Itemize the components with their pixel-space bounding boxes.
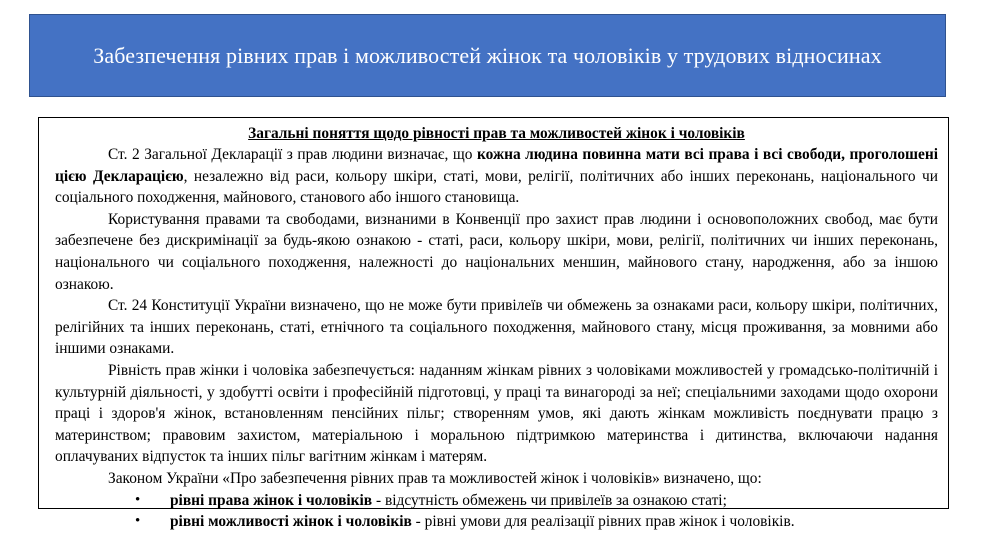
- paragraph-equality: Рівність прав жінки і чоловіка забезпечується: наданням жінкам рівних з чоловіками можливостей у громадсько-політичній і культурній діяльності, у здобутті освіти і професійній підготовці, у праці та винагороді за неї; спеціальними заходами щодо охорони праці і здоров'я жінок, встановленням пенсійних пільг; створенням умов, які дають жінкам можливість поєднувати працю з материнством; правовим захистом, матеріальною і моральною підтримкою материнства і дитинства, включаючи надання оплачуваних відпусток та інших пільг вагітним жінкам і матерям.: [55, 361, 938, 466]
- paragraph-declaration-text-c: , незалежно від раси, кольору шкіри, статі, мови, релігії, політичних або інших переконань, національного чи соціального походження, майнового, станового або іншого становища.: [55, 167, 938, 207]
- definition-term: рівні можливості жінок і чоловіків: [170, 513, 412, 531]
- paragraph-convention: Користування правами та свободами, визнаними в Конвенції про захист прав людини і основоположних свобод, має бути забезпечене без дискримінації за будь-якою ознакою - статі, раси, кольору шкіри, мови, релігії, політичних чи інших переконань, національного чи соціального походження, належності до національних меншин, майнового стану, народження, або за іншою ознакою.: [55, 210, 938, 293]
- definition-text: - відсутність обмежень чи привілеїв за ознакою статі;: [372, 491, 727, 509]
- list-item: [55, 511, 938, 533]
- paragraph-declaration-text-a: Ст. 2 Загальної Декларації з прав людини визначає, що: [108, 146, 477, 163]
- document-box: [38, 117, 949, 531]
- document-heading: Загальні поняття щодо рівності прав та можливостей жінок і чоловіків: [248, 125, 745, 142]
- paragraph-declaration: [55, 144, 938, 209]
- bullet-icon: •: [135, 491, 141, 508]
- bullet-icon: •: [135, 513, 141, 530]
- paragraph-law: Законом України «Про забезпечення рівних прав та можливостей жінок і чоловіків» визначено, що:: [108, 469, 762, 487]
- banner-title: Забезпечення рівних прав і можливостей жінок та чоловіків у трудових відносинах: [93, 42, 882, 68]
- paragraph-declaration-emphasis: кожна людина повинна мати всі права і всі свободи, проголошені цією Декларацією: [55, 146, 938, 185]
- paragraph-constitution: Ст. 24 Конституції України визначено, що не може бути привілеїв чи обмежень за ознаками раси, кольору шкіри, політичних, релігійних та інших переконань, статі, етнічного та соціального походження, майнового стану, місця проживання, за мовними або іншими ознаками.: [55, 297, 938, 358]
- definition-term: рівні права жінок і чоловіків: [170, 491, 373, 509]
- definition-text: - рівні умови для реалізації рівних прав жінок і чоловіків.: [411, 513, 795, 531]
- title-banner: [29, 14, 946, 97]
- list-item: [55, 490, 938, 512]
- definitions-list: [55, 490, 938, 533]
